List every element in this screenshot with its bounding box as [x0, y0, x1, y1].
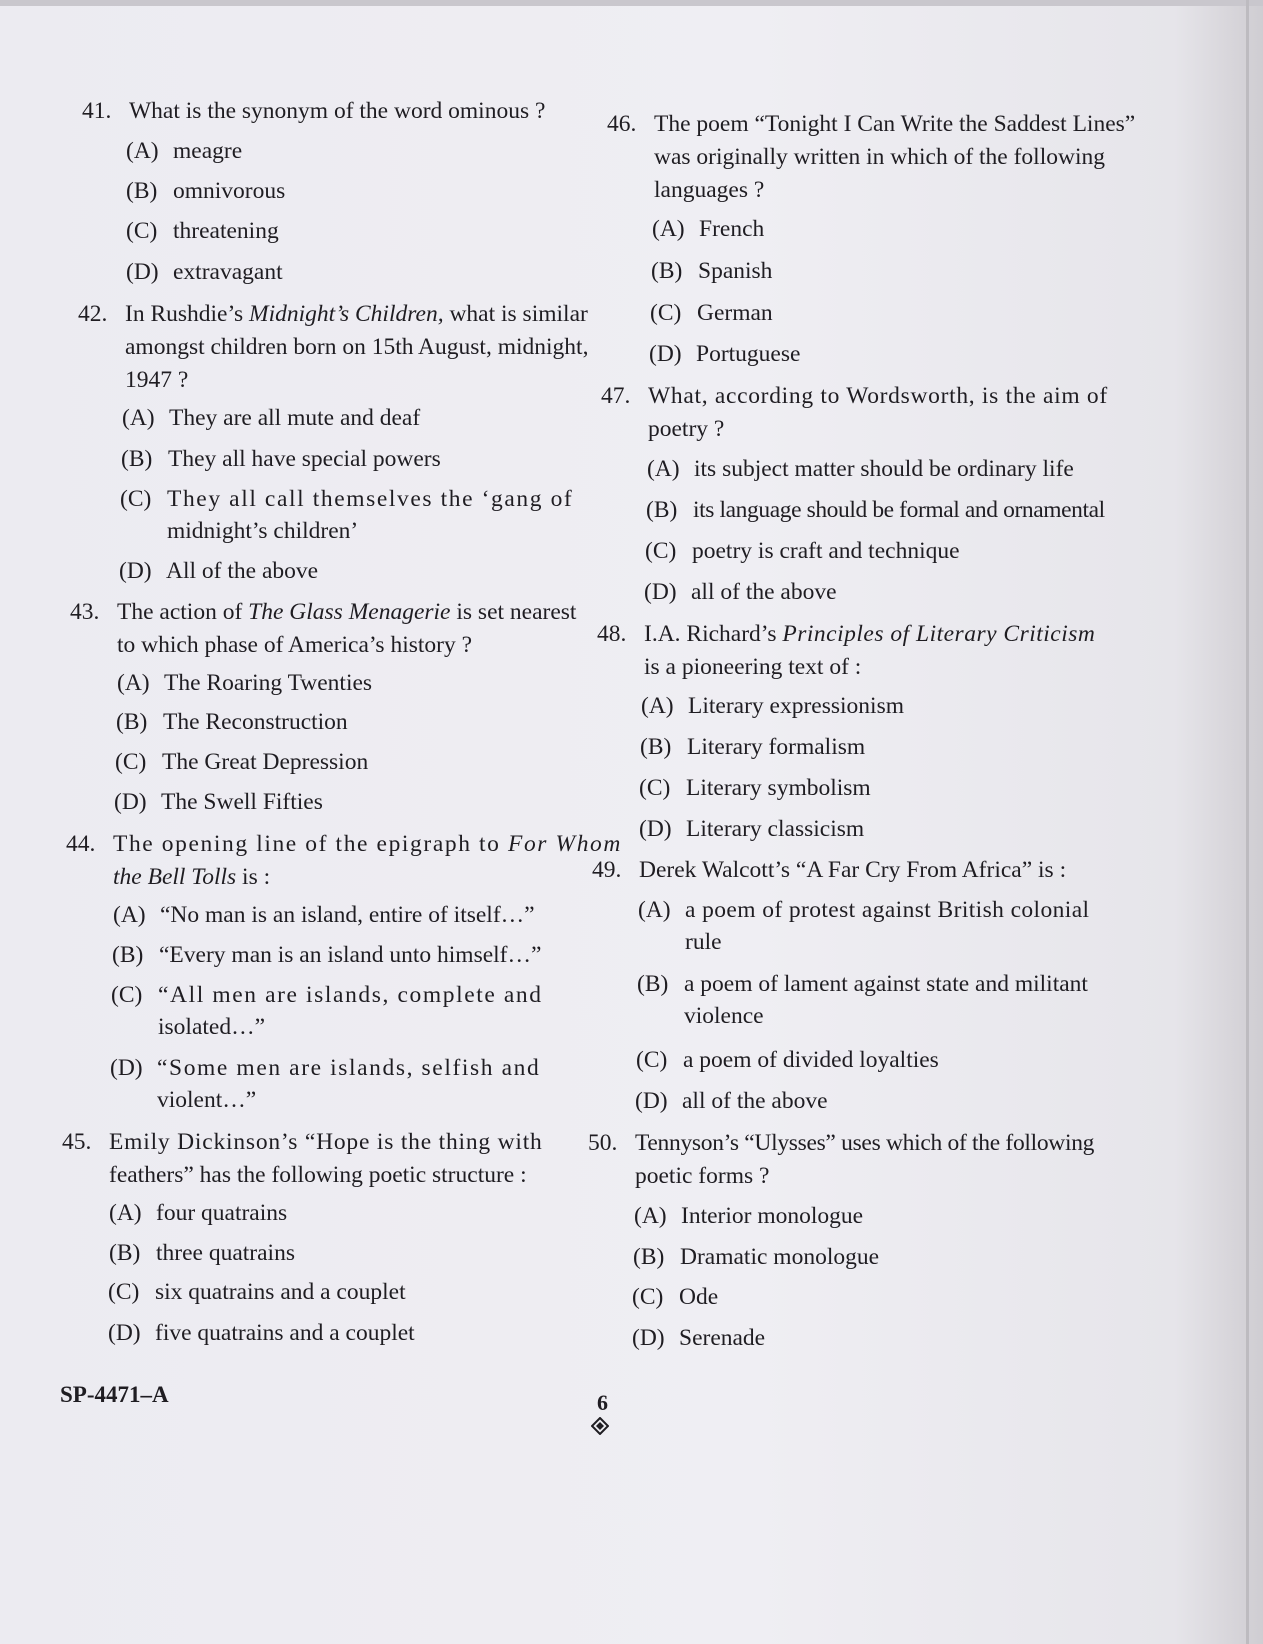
q47-option-c[interactable] [645, 535, 960, 567]
q43-option-a[interactable] [117, 667, 372, 699]
option-text: Dramatic monologue [680, 1244, 880, 1270]
question-text-line: amongst children born on 15th August, midnight, [125, 334, 589, 360]
question-text-line: What is the synonym of the word ominous ? [129, 98, 546, 124]
option-text: six quatrains and a couplet [155, 1279, 406, 1305]
option-text: Spanish [698, 258, 773, 284]
option-text: “Some men are islands, selfish and [157, 1055, 541, 1081]
option-letter: (C) [650, 300, 682, 326]
q47-option-d[interactable] [644, 576, 837, 608]
text-segment: is : [236, 864, 271, 890]
option-letter: (B) [109, 1240, 141, 1266]
option-letter: (C) [645, 538, 677, 564]
text-segment: The opening line of the epigraph to [113, 831, 508, 857]
question-text-line [125, 298, 588, 331]
q41-option-a[interactable] [126, 135, 242, 167]
q47-option-a[interactable] [647, 453, 1074, 485]
question-text-line: What, according to Wordsworth, is the aim of [648, 383, 1108, 409]
question-45 [62, 1126, 602, 1196]
book-title: Principles of Literary Criticism [782, 621, 1096, 647]
text-segment: The action of [117, 599, 249, 625]
q43-option-b[interactable] [116, 706, 348, 738]
diamond-icon [591, 1417, 609, 1435]
option-letter: (C) [108, 1279, 140, 1305]
option-text: extravagant [173, 259, 283, 285]
text-segment: I.A. Richard’s [644, 621, 783, 647]
q46-option-a[interactable] [652, 213, 764, 245]
question-number: 48. [597, 621, 627, 647]
option-letter: (D) [632, 1325, 665, 1351]
option-letter: (D) [644, 579, 677, 605]
option-letter: (A) [652, 216, 685, 242]
question-text [639, 854, 1066, 887]
option-text: a poem of divided loyalties [683, 1047, 939, 1073]
option-text-continued: midnight’s children’ [167, 518, 359, 544]
option-letter: (D) [119, 558, 152, 584]
option-text: poetry is craft and technique [692, 538, 960, 564]
option-letter: (C) [120, 486, 152, 512]
question-text [644, 618, 1095, 684]
option-letter: (B) [640, 734, 672, 760]
q46-option-c[interactable] [650, 297, 773, 329]
q46-option-b[interactable] [651, 255, 772, 287]
question-text-line: Tennyson’s “Ulysses” uses which of the following [635, 1130, 1095, 1156]
option-letter: (B) [637, 971, 669, 997]
question-text [635, 1127, 1094, 1193]
option-text: all of the above [691, 579, 837, 605]
option-text: a poem of protest against British colonial [685, 897, 1090, 923]
question-text [117, 596, 576, 662]
option-text: The Great Depression [162, 749, 369, 775]
option-letter: (D) [110, 1055, 143, 1081]
question-47 [601, 380, 1161, 450]
text-segment: what is similar [443, 301, 588, 327]
option-letter: (A) [641, 693, 674, 719]
option-text-continued: isolated…” [158, 1014, 266, 1040]
q45-option-b[interactable] [109, 1237, 295, 1269]
q43-option-d[interactable] [114, 786, 323, 818]
question-number: 44. [66, 831, 96, 857]
question-number: 49. [592, 857, 622, 883]
option-text: German [697, 300, 773, 326]
option-letter: (C) [111, 982, 143, 1008]
q49-option-b[interactable] [637, 968, 1088, 1032]
question-text-line: is a pioneering text of : [644, 654, 862, 680]
question-text-line [644, 618, 1095, 651]
question-49 [592, 854, 1152, 894]
question-46 [607, 108, 1167, 208]
question-48 [597, 618, 1157, 688]
q42-option-d[interactable] [119, 555, 318, 587]
paper-code: SP-4471–A [60, 1382, 169, 1407]
option-letter: (D) [639, 816, 672, 842]
option-letter: (A) [113, 902, 146, 928]
question-text [654, 108, 1135, 207]
option-letter: (A) [638, 897, 671, 923]
option-text: meagre [173, 138, 243, 164]
option-text: Portuguese [696, 341, 801, 367]
q49-option-a[interactable] [638, 894, 1089, 958]
question-text-line: The poem “Tonight I Can Write the Saddest Lines” [654, 111, 1136, 137]
option-text: Literary symbolism [686, 775, 871, 801]
question-text-line: was originally written in which of the following [654, 144, 1105, 170]
question-number: 41. [82, 98, 112, 124]
option-letter: (A) [126, 138, 159, 164]
option-text: Literary formalism [687, 734, 866, 760]
option-text-continued: violent…” [157, 1087, 257, 1113]
option-letter: (C) [639, 775, 671, 801]
question-number: 46. [607, 111, 637, 137]
option-text: French [699, 216, 765, 242]
question-text-line: poetry ? [648, 416, 725, 442]
novel-title: For Whom [508, 831, 622, 857]
text-segment: In Rushdie’s [125, 301, 250, 327]
option-text: a poem of lament against state and militant [684, 971, 1088, 997]
q48-option-d[interactable] [639, 813, 864, 845]
q45-option-d[interactable] [108, 1317, 415, 1349]
q44-option-c[interactable] [111, 979, 543, 1043]
option-letter: (D) [114, 789, 147, 815]
q48-option-b[interactable] [640, 731, 865, 763]
q46-option-d[interactable] [649, 338, 800, 370]
question-number: 45. [62, 1129, 92, 1155]
q41-option-b[interactable] [126, 175, 285, 207]
question-text-line: to which phase of America’s history ? [117, 632, 473, 658]
option-text: five quatrains and a couplet [155, 1320, 415, 1346]
option-text: They are all mute and deaf [169, 405, 421, 431]
option-letter: (C) [636, 1047, 668, 1073]
q44-option-a[interactable] [113, 899, 535, 931]
q44-option-d[interactable] [110, 1052, 540, 1116]
option-letter: (B) [651, 258, 683, 284]
option-text: The Reconstruction [163, 709, 348, 735]
question-50 [588, 1127, 1148, 1197]
option-letter: (A) [634, 1203, 667, 1229]
question-text-line: feathers” has the following poetic structure : [109, 1162, 527, 1188]
question-text [129, 95, 545, 128]
q45-option-c[interactable] [108, 1276, 406, 1308]
option-letter: (B) [646, 497, 678, 523]
option-letter: (C) [126, 218, 158, 244]
option-letter: (D) [108, 1320, 141, 1346]
option-text: four quatrains [156, 1200, 288, 1226]
option-letter: (D) [649, 341, 682, 367]
question-43 [70, 596, 610, 666]
q42-option-a[interactable] [122, 402, 420, 434]
option-text: Ode [679, 1284, 719, 1310]
question-text-line [117, 596, 576, 629]
question-41 [82, 95, 602, 135]
q41-option-c[interactable] [126, 215, 279, 247]
q50-option-a[interactable] [634, 1200, 863, 1232]
question-text [125, 298, 588, 397]
q50-option-d[interactable] [632, 1322, 765, 1354]
option-letter: (B) [116, 709, 148, 735]
option-letter: (B) [112, 942, 144, 968]
question-42 [78, 298, 618, 398]
option-text: “Every man is an island unto himself…” [159, 942, 542, 968]
top-border [0, 0, 1263, 6]
option-text: its language should be formal and ornamental [693, 497, 1105, 523]
q42-option-b[interactable] [121, 443, 441, 475]
option-letter: (D) [126, 259, 159, 285]
question-text-line [113, 828, 622, 861]
option-text: The Swell Fifties [161, 789, 323, 815]
question-text-line: 1947 ? [125, 367, 189, 393]
q41-option-d[interactable] [126, 256, 283, 288]
q50-option-c[interactable] [632, 1281, 718, 1313]
option-letter: (C) [115, 749, 147, 775]
option-letter: (A) [109, 1200, 142, 1226]
option-letter: (A) [122, 405, 155, 431]
text-segment: is set nearest [450, 599, 577, 625]
option-text: Literary expressionism [688, 693, 905, 719]
question-number: 42. [78, 301, 108, 327]
option-text: They all call themselves the ‘gang of [167, 486, 574, 512]
option-letter: (D) [635, 1088, 668, 1114]
question-text-line: languages ? [654, 177, 765, 203]
q43-option-c[interactable] [115, 746, 368, 778]
option-text: omnivorous [173, 178, 286, 204]
q50-option-b[interactable] [633, 1241, 879, 1273]
q49-option-d[interactable] [635, 1085, 828, 1117]
option-text-continued: rule [685, 929, 722, 955]
q44-option-b[interactable] [112, 939, 541, 971]
question-number: 50. [588, 1130, 618, 1156]
question-text-line [113, 861, 622, 894]
option-letter: (B) [121, 446, 153, 472]
q48-option-c[interactable] [639, 772, 871, 804]
q45-option-a[interactable] [109, 1197, 287, 1229]
option-letter: (A) [117, 670, 150, 696]
option-letter: (B) [126, 178, 158, 204]
option-text: its subject matter should be ordinary life [694, 456, 1074, 482]
option-text: The Roaring Twenties [164, 670, 373, 696]
option-letter: (B) [633, 1244, 665, 1270]
option-text: Literary classicism [686, 816, 865, 842]
question-number: 43. [70, 599, 100, 625]
question-text-line: poetic forms ? [635, 1163, 770, 1189]
question-text-line: Derek Walcott’s “A Far Cry From Africa” is : [639, 857, 1067, 883]
option-text: Serenade [679, 1325, 766, 1351]
book-title: Midnight’s Children, [249, 301, 444, 327]
option-text: all of the above [682, 1088, 828, 1114]
question-text-line: Emily Dickinson’s “Hope is the thing with [109, 1129, 543, 1155]
question-text [109, 1126, 543, 1192]
option-text: Interior monologue [681, 1203, 864, 1229]
option-letter: (A) [647, 456, 680, 482]
page-edge [1246, 0, 1249, 1644]
option-text: They all have special powers [168, 446, 441, 472]
question-number: 47. [601, 383, 631, 409]
novel-title: the Bell Tolls [113, 864, 237, 890]
option-text: “No man is an island, entire of itself…” [160, 902, 535, 928]
option-letter: (C) [632, 1284, 664, 1310]
option-text: threatening [173, 218, 279, 244]
play-title: The Glass Menagerie [248, 599, 451, 625]
q42-option-c[interactable] [120, 483, 573, 547]
option-text: three quatrains [156, 1240, 295, 1266]
option-text: All of the above [166, 558, 319, 584]
question-text [648, 380, 1108, 446]
q49-option-c[interactable] [636, 1044, 939, 1076]
q47-option-b[interactable] [646, 494, 1105, 526]
question-text [113, 828, 622, 894]
option-text-continued: violence [684, 1003, 764, 1029]
q48-option-a[interactable] [641, 690, 904, 722]
option-text: “All men are islands, complete and [158, 982, 543, 1008]
page-number: 6 [597, 1390, 608, 1415]
